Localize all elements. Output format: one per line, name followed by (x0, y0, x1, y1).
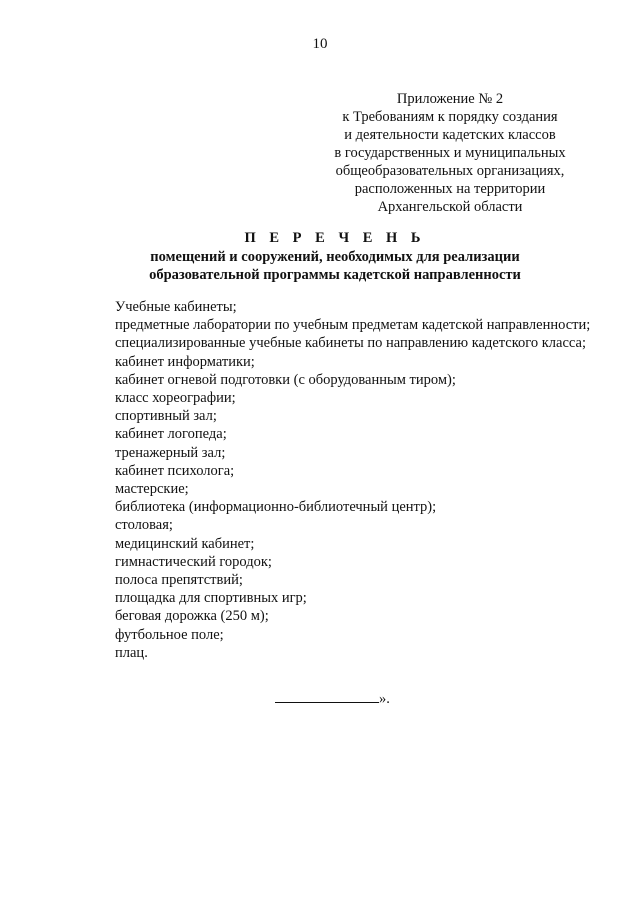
list-item: библиотека (информационно-библиотечный центр); (115, 499, 437, 516)
list-item: мастерские; (115, 481, 189, 498)
appendix-line: в государственных и муниципальных (334, 145, 566, 161)
list-item: полоса препятствий; (115, 572, 243, 589)
list-item: площадка для спортивных игр; (115, 590, 307, 607)
list-item: беговая дорожка (250 м); (115, 608, 269, 625)
appendix-header (300, 90, 600, 216)
list-item: спортивный зал; (115, 408, 217, 425)
appendix-line: Архангельской области (377, 199, 523, 215)
closing-quote: ». (379, 691, 390, 707)
signature-underline (275, 688, 379, 703)
appendix-line: расположенных на территории (354, 181, 546, 197)
list-item: кабинет информатики; (115, 353, 255, 370)
subtitle-line: помещений и сооружений, необходимых для реализации (150, 249, 520, 265)
appendix-line: общеобразовательных организациях, (335, 163, 565, 179)
page-number: 10 (312, 36, 328, 52)
list-item: класс хореографии; (115, 390, 236, 407)
list-item: специализированные учебные кабинеты по направлению кадетского класса; (115, 335, 586, 352)
appendix-line: и деятельности кадетских классов (344, 127, 556, 143)
list-item: плац. (115, 644, 148, 661)
appendix-line: Приложение № 2 (396, 91, 504, 107)
list-item: тренажерный зал; (115, 444, 226, 461)
list-item: Учебные кабинеты; (115, 299, 237, 315)
list-item: футбольное поле; (115, 626, 224, 643)
list-item: гимнастический городок; (115, 553, 272, 570)
premises-list (75, 298, 597, 662)
appendix-line: к Требованиям к порядку создания (342, 109, 558, 125)
list-item: кабинет логопеда; (115, 426, 227, 443)
list-item: кабинет психолога; (115, 462, 235, 479)
document-title: П Е Р Е Ч Е Н Ь (244, 230, 426, 246)
subtitle-line: образовательной программы кадетской направленности (149, 267, 521, 283)
list-item: предметные лаборатории по учебным предметам кадетской направленности; (115, 317, 591, 334)
closing-mark (275, 688, 390, 708)
list-item: столовая; (115, 517, 173, 534)
list-item: медицинский кабинет; (115, 535, 255, 552)
list-item: кабинет огневой подготовки (с оборудованным тиром); (115, 371, 456, 388)
document-subtitle (0, 248, 640, 284)
